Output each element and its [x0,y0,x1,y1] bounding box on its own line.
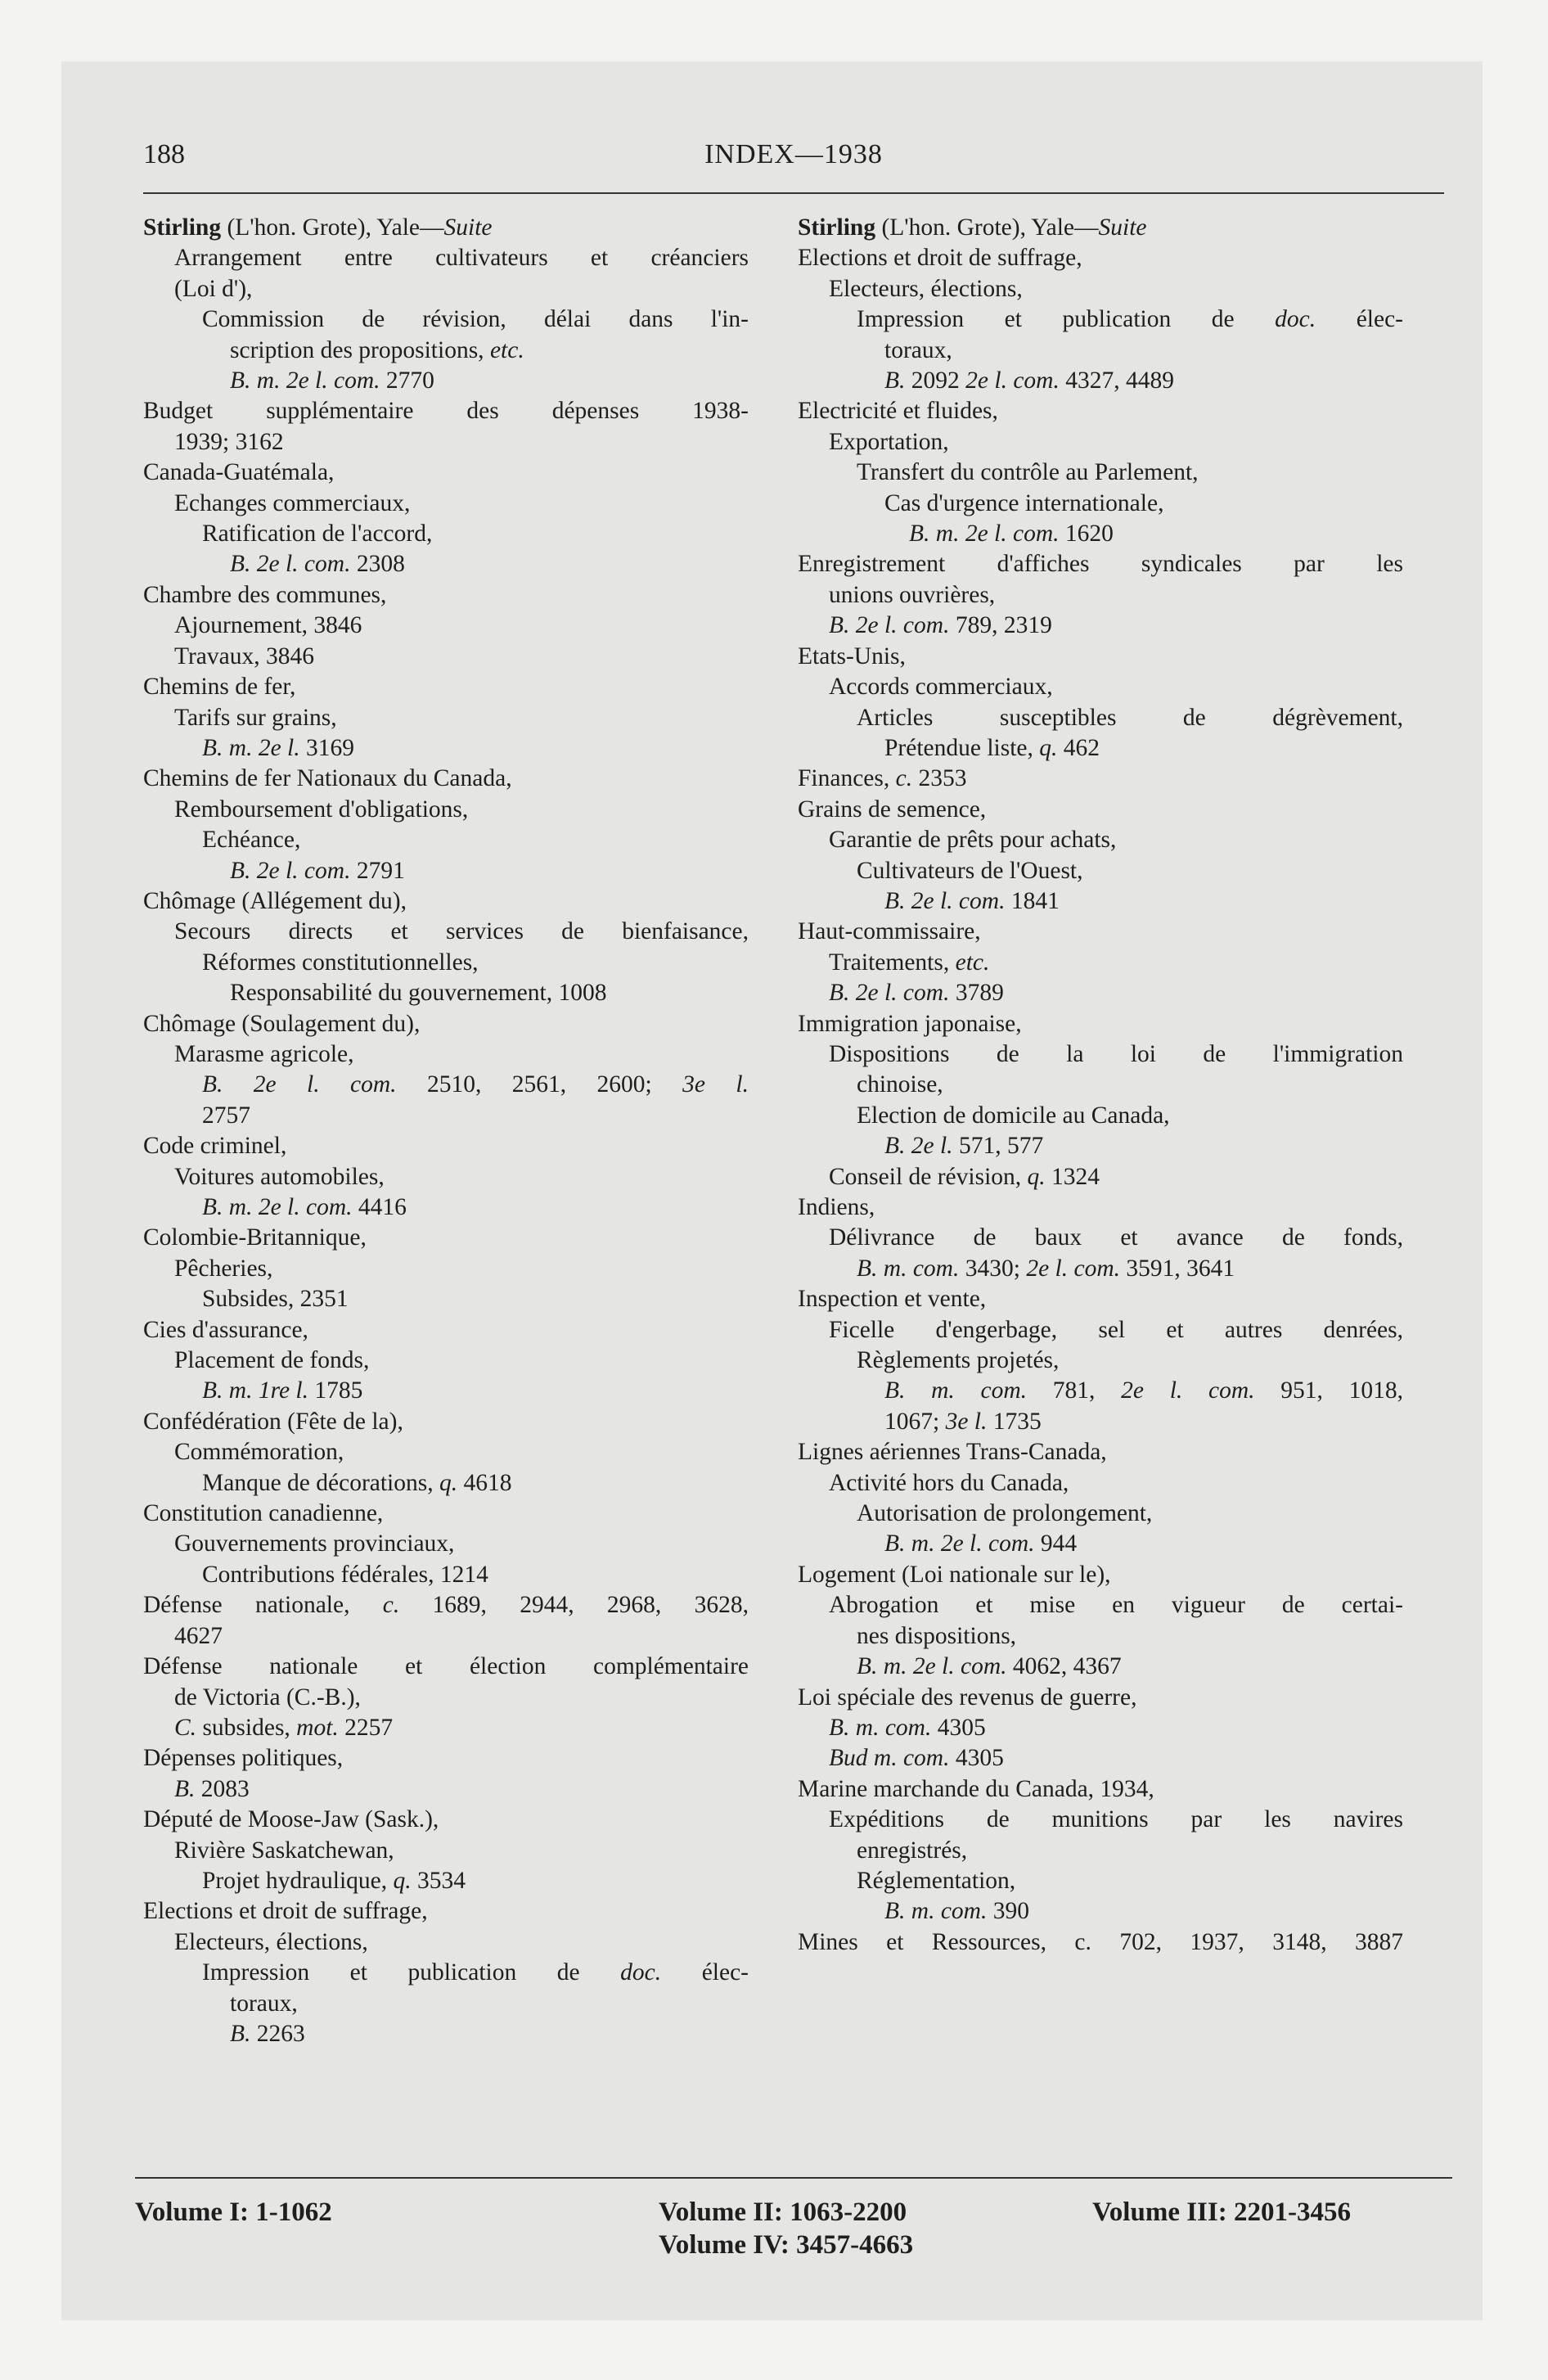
index-line: Autorisation de prolongement, [857,1500,1153,1527]
index-line: Immigration japonaise, [798,1010,1022,1037]
index-line: unions ouvrières, [829,581,996,608]
index-line: Chemins de fer, [143,674,296,701]
index-line: Articles susceptibles de dégrèvement, [857,704,1403,731]
index-line: Voitures automobiles, [174,1163,385,1190]
index-line: Lignes aériennes Trans-Canada, [798,1439,1107,1466]
index-line: Canada-Guatémala, [143,459,335,486]
index-line: Rivière Saskatchewan, [174,1837,394,1864]
index-line: Impression et publication de doc. élec- [857,306,1403,333]
index-line: B. m. com. 781, 2e l. com. 951, 1018, [884,1377,1403,1404]
index-line: B. 2e l. com. 2308 [230,551,405,578]
index-line: Responsabilité du gouvernement, 1008 [230,980,607,1007]
index-line: Accords commerciaux, [829,674,1053,701]
index-line: Commémoration, [174,1439,344,1466]
index-line: Secours directs et services de bienfaisance, [174,918,749,945]
index-line: 4627 [174,1622,223,1649]
index-line: Tarifs sur grains, [174,704,337,731]
index-column-left [143,213,749,2049]
index-line: B. m. 2e l. com. 944 [884,1530,1078,1557]
index-line: B. 2e l. com. 1841 [884,887,1060,914]
index-line: Bud m. com. 4305 [829,1745,1004,1772]
index-line: Etats-Unis, [798,642,906,669]
index-line: Traitements, etc. [829,949,990,976]
index-line: Gouvernements provinciaux, [174,1530,455,1557]
index-line: B. 2e l. com. 2510, 2561, 2600; 3e l. [202,1071,749,1098]
index-line: Code criminel, [143,1133,287,1160]
index-line: Cultivateurs de l'Ouest, [857,857,1083,884]
index-line: toraux, [230,1990,298,2017]
index-line: Marine marchande du Canada, 1934, [798,1775,1154,1802]
index-line: Enregistrement d'affiches syndicales par les [798,551,1403,578]
index-line: Manque de décorations, q. 4618 [202,1469,512,1496]
index-line: (Loi d'), [174,275,253,302]
index-line: Garantie de prêts pour achats, [829,827,1117,854]
index-line: B. 2083 [174,1775,250,1802]
index-line: Chambre des communes, [143,581,387,608]
index-line: Remboursement d'obligations, [174,796,469,823]
index-line: B. m. 2e l. 3169 [202,734,354,761]
index-line: 2757 [202,1102,250,1129]
index-line: Constitution canadienne, [143,1500,384,1527]
index-line: toraux, [884,336,952,363]
index-line: Réglementation, [857,1867,1016,1894]
index-line: Haut-commissaire, [798,918,981,945]
index-line: Elections et droit de suffrage, [798,245,1082,272]
index-line: B. 2e l. 571, 577 [884,1133,1044,1160]
index-line: Echéance, [202,827,301,854]
index-line: Loi spéciale des revenus de guerre, [798,1684,1137,1711]
index-line: Cies d'assurance, [143,1316,308,1343]
index-line: Prétendue liste, q. 462 [884,734,1100,761]
index-line: scription des propositions, etc. [230,336,524,363]
index-line: Subsides, 2351 [202,1286,349,1313]
header-rule [143,192,1444,194]
index-line: B. m. com. 390 [884,1898,1029,1925]
index-line: Election de domicile au Canada, [857,1102,1170,1129]
index-line: B. 2e l. com. 789, 2319 [829,612,1052,639]
index-line: B. m. 2e l. com. 4416 [202,1194,407,1220]
index-line: Electeurs, élections, [174,1928,368,1955]
index-line: Travaux, 3846 [174,642,314,669]
index-line: Exportation, [829,428,949,455]
index-line: Conseil de révision, q. 1324 [829,1163,1100,1190]
index-line: Echanges commerciaux, [174,489,411,516]
index-line: Stirling (L'hon. Grote), Yale—Suite [798,214,1147,241]
index-line: Chômage (Allégement du), [143,887,407,914]
index-line: Défense nationale, c. 1689, 2944, 2968, 3628, [143,1592,749,1619]
index-line: Délivrance de baux et avance de fonds, [829,1224,1403,1251]
index-line: enregistrés, [857,1837,968,1864]
scanned-page [61,61,1483,2320]
index-line: Activité hors du Canada, [829,1469,1069,1496]
index-line: Logement (Loi nationale sur le), [798,1561,1111,1588]
index-line: Transfert du contrôle au Parlement, [857,459,1199,486]
index-line: Placement de fonds, [174,1347,370,1374]
index-line: B. m. 2e l. com. 1620 [909,521,1114,548]
index-line: Cas d'urgence internationale, [884,489,1164,516]
index-line: B. m. com. 3430; 2e l. com. 3591, 3641 [857,1255,1235,1282]
index-line: Electricité et fluides, [798,398,998,425]
index-line: Budget supplémentaire des dépenses 1938- [143,398,749,425]
index-line: Impression et publication de doc. élec- [202,1959,749,1986]
page-number: 188 [143,139,185,169]
index-line: B. m. 2e l. com. 4062, 4367 [857,1653,1122,1680]
index-line: Marasme agricole, [174,1040,354,1067]
index-line: B. 2e l. com. 2791 [230,857,405,884]
index-line: Colombie-Britannique, [143,1224,367,1251]
index-line: B. 2092 2e l. com. 4327, 4489 [884,367,1174,394]
footer-rule [135,2177,1452,2179]
index-line: Ficelle d'engerbage, sel et autres denrées, [829,1316,1403,1343]
index-line: Inspection et vente, [798,1286,987,1313]
index-line: Député de Moose-Jaw (Sask.), [143,1806,439,1833]
index-line: Grains de semence, [798,796,987,823]
page-header [143,139,1444,180]
index-line: Elections et droit de suffrage, [143,1898,428,1925]
index-line: Réformes constitutionnelles, [202,949,479,976]
index-line: Electeurs, élections, [829,275,1023,302]
index-line: Chemins de fer Nationaux du Canada, [143,765,512,792]
index-line: Expéditions de munitions par les navires [829,1806,1403,1833]
index-line: Finances, c. 2353 [798,765,967,792]
volume-2-range: Volume II: 1063-2200 [659,2197,907,2227]
index-line: nes dispositions, [857,1622,1017,1649]
volume-1-range: Volume I: 1-1062 [135,2197,332,2227]
index-line: Indiens, [798,1194,875,1220]
volume-4-range: Volume IV: 3457-4663 [659,2230,914,2260]
index-line: Règlements projetés, [857,1347,1060,1374]
index-line: 1939; 3162 [174,428,284,455]
index-line: Pêcheries, [174,1255,273,1282]
index-line: Abrogation et mise en vigueur de certai- [829,1592,1403,1619]
index-line: Contributions fédérales, 1214 [202,1561,488,1588]
index-line: B. m. 1re l. 1785 [202,1377,363,1404]
index-line: Stirling (L'hon. Grote), Yale—Suite [143,214,493,241]
index-line: chinoise, [857,1071,943,1098]
index-line: 1067; 3e l. 1735 [884,1408,1042,1435]
index-line: de Victoria (C.-B.), [174,1684,361,1711]
index-line: Projet hydraulique, q. 3534 [202,1867,466,1894]
index-column-right [798,213,1403,1958]
index-line: Mines et Ressources, c. 702, 1937, 3148, 3887 [798,1928,1403,1955]
page-title: INDEX—1938 [704,139,883,169]
volume-3-range: Volume III: 2201-3456 [1092,2197,1351,2227]
index-line: C. subsides, mot. 2257 [174,1714,394,1741]
index-line: Commission de révision, délai dans l'in- [202,306,749,333]
index-line: B. m. com. 4305 [829,1714,986,1741]
index-line: B. m. 2e l. com. 2770 [230,367,434,394]
index-line: Dispositions de la loi de l'immigration [829,1040,1403,1067]
index-line: Arrangement entre cultivateurs et créanciers [174,245,749,272]
index-line: Défense nationale et élection complémentaire [143,1653,749,1680]
index-line: B. 2e l. com. 3789 [829,980,1004,1007]
index-line: Ajournement, 3846 [174,612,362,639]
index-line: B. 2263 [230,2020,305,2047]
index-line: Confédération (Fête de la), [143,1408,403,1435]
index-line: Chômage (Soulagement du), [143,1010,421,1037]
index-line: Ratification de l'accord, [202,521,433,548]
index-line: Dépenses politiques, [143,1745,344,1772]
